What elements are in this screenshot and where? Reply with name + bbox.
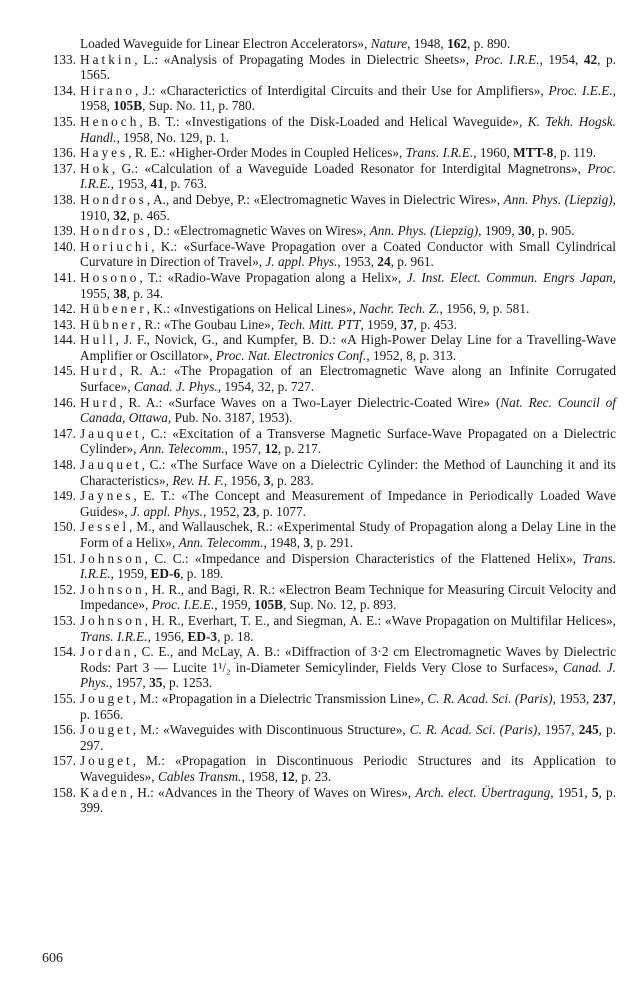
volume-number: 237 (592, 690, 613, 706)
reference-number: 135. (52, 113, 76, 129)
journal-title: Canad. J. Phys. (80, 659, 616, 691)
volume-number: ED-6 (150, 566, 181, 582)
journal-title: Trans. I.R.E. (405, 145, 474, 161)
reference-text: , 1909, (478, 223, 519, 239)
reference-number: 145. (52, 363, 76, 379)
reference-number: 148. (52, 457, 76, 473)
volume-number: 3 (263, 472, 271, 488)
reference-entry (42, 613, 616, 644)
reference-number: 153. (52, 612, 76, 628)
reference-number: 147. (52, 425, 76, 441)
journal-title: Proc. I.E.E. (151, 597, 215, 613)
reference-text: , 1953, (552, 690, 593, 706)
reference-text: , J.: «Characterictics of Interdigital Circuits and their Use for Amplifiers», (134, 82, 549, 98)
reference-number: 144. (52, 332, 76, 348)
reference-text: , 1956, 9, p. 581. (439, 301, 530, 317)
reference-text: , p. 297. (80, 722, 617, 753)
journal-title: C. R. Acad. Sci. (Paris) (427, 690, 553, 706)
reference-entry (42, 239, 616, 270)
reference-body (80, 426, 616, 457)
volume-number: 12 (264, 441, 278, 457)
reference-text: , D.: «Electromagnetic Waves on Wires», (146, 223, 370, 239)
reference-text: , 1951, (550, 784, 592, 800)
reference-text: , R. A.: «The Propagation of an Electromagnetic Wave along an Infinite Corrugated Surface», (80, 363, 616, 395)
volume-number: 32 (113, 207, 127, 223)
volume-number: 38 (113, 285, 127, 301)
author-name: Johnson (80, 581, 145, 597)
reference-entry (42, 223, 616, 239)
reference-body (80, 363, 616, 394)
journal-title: K. Tekh. Hogsk. Handl. (80, 113, 617, 145)
reference-text: , 1959, (360, 316, 401, 332)
reference-number: 141. (52, 269, 76, 285)
reference-text: , 1957, (109, 675, 150, 691)
journal-title: Canad. J. Phys. (133, 379, 218, 395)
reference-body (80, 145, 616, 161)
reference-text: , A., and Debye, P.: «Electromagnetic Waves in Dielectric Wires», (146, 191, 504, 207)
reference-number: 137. (52, 160, 76, 176)
reference-text: , p. 34. (126, 285, 164, 301)
volume-number: 41 (150, 176, 164, 192)
reference-body (80, 488, 616, 519)
reference-entry (42, 52, 616, 83)
volume-number: 30 (518, 223, 532, 239)
reference-text: , 1959, (110, 566, 151, 582)
journal-title: Proc. I.E.E. (548, 82, 613, 98)
reference-text: , 1959, (214, 597, 255, 613)
reference-number: 149. (52, 488, 76, 504)
reference-text: , K.: «Investigations on Helical Lines», (146, 301, 360, 317)
reference-body (80, 753, 616, 784)
journal-title: Nat. Rec. Council of Canada, Ottawa (80, 394, 616, 426)
reference-text: , C. C.: «Impedance and Dispersion Characteristics of the Flattened Helix», (144, 550, 583, 566)
reference-text: , M.: «Propagation in a Dielectric Transmission Line», (132, 690, 428, 706)
reference-number: 143. (52, 316, 76, 332)
reference-text: , p. 189. (180, 566, 224, 582)
journal-title: Cables Transm. (157, 768, 242, 784)
reference-entry (42, 301, 616, 317)
reference-entry (42, 691, 616, 722)
reference-entry (42, 644, 616, 691)
reference-text: , p. 1077. (256, 503, 307, 519)
reference-text: , 1953, (110, 176, 151, 192)
volume-number: MTT-8 (513, 145, 554, 161)
page-number: 606 (42, 951, 63, 966)
journal-title: Ann. Telecomm. (178, 535, 264, 550)
author-name: Hurd (80, 394, 120, 410)
reference-body (80, 239, 616, 270)
reference-continuation (42, 36, 616, 52)
author-name: Hosono (80, 269, 140, 285)
author-name: Jaynes (80, 488, 134, 504)
reference-text: , p. 119. (553, 145, 597, 161)
reference-number: 139. (52, 223, 76, 239)
reference-number: 142. (52, 301, 76, 317)
reference-text: , 1954, (539, 51, 584, 67)
journal-title: Ann. Phys. (Liepzig) (369, 223, 479, 239)
reference-text: , 1948, (407, 36, 448, 51)
reference-body (80, 114, 616, 145)
reference-number: 133. (52, 51, 76, 67)
volume-number: 162 (447, 36, 468, 51)
author-name: Jouget (80, 753, 133, 769)
reference-text: , 1955, (80, 269, 616, 301)
volume-number: 105B (113, 98, 143, 114)
reference-text: , p. 18. (217, 628, 254, 644)
author-name: Jordan (80, 644, 134, 660)
reference-number: 151. (52, 550, 76, 566)
reference-entry (42, 457, 616, 488)
reference-text: , 1953, (337, 254, 378, 270)
volume-number: 23 (242, 503, 257, 519)
journal-title: C. R. Acad. Sci. (Paris) (409, 722, 538, 738)
journal-title: J. Inst. Elect. Commun. Engrs Japan (406, 269, 613, 285)
author-name: Jessel (80, 519, 130, 535)
journal-title: Proc. I.R.E. (474, 51, 540, 67)
reference-text: , C.: «Excitation of a Transverse Magnetic Surface-Wave Propagated on a Dielectric Cylinder», (80, 425, 616, 457)
author-name: Johnson (80, 612, 145, 628)
reference-list (42, 52, 616, 816)
reference-body (80, 519, 616, 550)
reference-entry (42, 192, 616, 223)
reference-text: , p. 217. (277, 441, 322, 457)
reference-text: , T.: «Radio-Wave Propagation along a Helix», (139, 269, 407, 285)
reference-body (80, 582, 616, 613)
reference-entry (42, 582, 616, 613)
volume-number: 42 (583, 51, 598, 67)
author-name: Hondros (80, 191, 147, 207)
reference-entry (42, 395, 616, 426)
journal-title: Proc. I.R.E. (80, 160, 616, 192)
reference-body (80, 317, 616, 333)
reference-body (80, 332, 616, 363)
volume-number: 5 (591, 784, 599, 800)
author-name: Hübener (80, 301, 147, 317)
journal-title: Proc. Nat. Electronics Conf. (215, 347, 367, 363)
author-name: Henoch (80, 113, 140, 129)
reference-entry (42, 551, 616, 582)
journal-title: J. appl. Phys. (265, 254, 338, 270)
reference-text: , p. 905. (531, 223, 575, 239)
reference-text: , H.: «Advances in the Theory of Waves on Wires», (129, 784, 416, 800)
reference-text: , C. E., and McLay, A. B.: «Diffraction of 3·2 cm Electromagnetic Waves by Dielectric Rods: Part 3 — Lucite 1¹/₂ in-Diameter Semicylinder, Fields Very Close to Surfaces», (80, 644, 616, 675)
journal-title: Trans. I.R.E. (80, 550, 616, 582)
reference-body (80, 83, 616, 114)
volume-number: 3 (303, 535, 310, 550)
author-name: Hayes (80, 145, 129, 161)
journal-title: Ann. Telecomm. (139, 441, 225, 457)
volume-number: 35 (149, 675, 163, 691)
journal-title: Trans. I.R.E. (80, 628, 148, 644)
reference-body (80, 722, 616, 753)
reference-text: , L.: «Analysis of Propagating Modes in Dielectric Sheets», (134, 51, 475, 67)
reference-text: , B. T.: «Investigations of the Disk-Loaded and Helical Waveguide», (139, 113, 528, 129)
author-name: Hübner (80, 316, 138, 332)
reference-number: 158. (52, 784, 76, 800)
reference-number: 157. (52, 753, 76, 769)
journal-title: Nachr. Tech. Z. (359, 301, 440, 317)
reference-entry (42, 722, 616, 753)
reference-text: , 1958, (241, 768, 282, 784)
reference-text: , 1960, (473, 145, 514, 161)
reference-number: 134. (52, 82, 76, 98)
author-name: Jauquet (80, 457, 142, 473)
reference-text: , 1956, (223, 472, 264, 488)
reference-text: , 1910, (80, 191, 616, 223)
author-name: Jouget (80, 690, 133, 706)
volume-number: ED-3 (187, 628, 218, 644)
reference-text: , R.: «The Goubau Line», (137, 316, 278, 332)
reference-entry (42, 161, 616, 192)
reference-text: , p. 1565. (80, 51, 617, 83)
journal-title: J. appl. Phys. (130, 503, 203, 519)
reference-text: , p. 453. (413, 316, 457, 332)
reference-text: , Sup. No. 11, p. 780. (142, 98, 255, 114)
reference-entry (42, 363, 616, 394)
reference-body (80, 613, 616, 644)
reference-text: , p. 961. (390, 254, 434, 270)
reference-text: , Pub. No. 3187, 1953). (167, 410, 293, 426)
reference-text: , 1952, (202, 503, 243, 519)
reference-text: , p. 23. (294, 768, 332, 784)
reference-text: , K.: «Surface-Wave Propagation over a Coated Conductor with Small Cylindrical Curvature in Direction of Travel», (80, 238, 616, 270)
reference-entry (42, 317, 616, 333)
journal-title: Tech. Mitt. PTT (277, 316, 361, 332)
reference-number: 152. (52, 581, 76, 597)
author-name: Hurd (80, 363, 120, 379)
reference-text: , M., and Wallauschek, R.: «Experimental Study of Propagation along a Delay Line in the Form of a Helix», (80, 519, 616, 550)
reference-entry (42, 785, 616, 816)
reference-body (80, 785, 616, 816)
reference-entry (42, 426, 616, 457)
reference-entry (42, 83, 616, 114)
volume-number: 245 (578, 722, 599, 738)
author-name: Hondros (80, 223, 147, 239)
author-name: Kaden (80, 784, 130, 800)
volume-number: 24 (377, 254, 391, 270)
author-name: Jouget (80, 722, 133, 738)
journal-title: Nature (370, 36, 408, 51)
reference-body (80, 270, 616, 301)
author-name: Hull (80, 332, 116, 348)
reference-text: , p. 399. (80, 784, 617, 816)
reference-text: , H. R., and Bagi, R. R.: «Electron Beam Technique for Measuring Circuit Velocity and Impedance», (80, 581, 616, 613)
reference-number: 150. (52, 519, 76, 535)
author-name: Johnson (80, 550, 145, 566)
journal-title: Arch. elect. Übertragung (415, 784, 551, 800)
reference-text: , H. R., Everhart, T. E., and Siegman, A. E.: «Wave Propagation on Multifilar Helices», (144, 612, 616, 628)
reference-text: , G.: «Calculation of a Waveguide Loaded Resonator for Interdigital Magnetrons», (111, 160, 588, 176)
reference-text: , p. 465. (126, 207, 170, 223)
reference-text: , E. T.: «The Concept and Measurement of Impedance in Periodically Loaded Wave Guides», (80, 488, 616, 519)
reference-text: , 1948, (263, 535, 304, 550)
reference-body (80, 551, 616, 582)
reference-text: , 1958, No. 129, p. 1. (116, 129, 230, 145)
reference-text: Loaded Waveguide for Linear Electron Accelerators», (80, 36, 371, 51)
reference-number: 138. (52, 191, 76, 207)
volume-number: 12 (281, 768, 295, 784)
reference-number: 136. (52, 145, 76, 161)
reference-entry (42, 270, 616, 301)
reference-text: , 1958, (80, 82, 616, 114)
journal-title: Ann. Phys. (Liepzig) (503, 191, 613, 207)
author-name: Horiuchi (80, 238, 152, 254)
volume-number: 105B (254, 597, 283, 613)
reference-body (80, 395, 616, 426)
reference-text: , p. 1253. (162, 675, 213, 691)
reference-text: , p. 763. (163, 176, 208, 192)
reference-number: 156. (52, 722, 76, 738)
reference-text: , 1957, (224, 441, 265, 457)
reference-text: , 1957, (537, 722, 579, 738)
reference-text: , 1956, (147, 628, 188, 644)
reference-number: 146. (52, 394, 76, 410)
reference-text: , Sup. No. 12, p. 893. (283, 597, 397, 613)
reference-body (80, 192, 616, 223)
reference-entry (42, 519, 616, 550)
author-name: Hok (80, 160, 112, 176)
reference-body (80, 161, 616, 192)
reference-number: 155. (52, 690, 76, 706)
reference-entry (42, 488, 616, 519)
reference-entry (42, 332, 616, 363)
reference-number: 154. (52, 644, 76, 660)
reference-text: , R. E.: «Higher-Order Modes in Coupled Helices», (128, 145, 406, 161)
reference-body (80, 644, 616, 691)
author-name: Hirano (80, 82, 135, 98)
reference-body (80, 457, 616, 488)
reference-text: , C.: «The Surface Wave on a Dielectric Cylinder: the Method of Launching it and its Characteristics», (80, 457, 616, 488)
journal-title: Rev. H. F. (172, 472, 224, 488)
reference-text: , p. 1656. (80, 690, 616, 722)
reference-text: , R. A.: «Surface Waves on a Two-Layer Dielectric-Coated Wire» ( (119, 394, 501, 410)
reference-text: , 1954, 32, p. 727. (217, 379, 315, 395)
reference-body (80, 52, 616, 83)
reference-body (80, 691, 616, 722)
reference-entry (42, 753, 616, 784)
author-name: Hatkin (80, 51, 135, 67)
author-name: Jauquet (80, 425, 142, 441)
volume-number: 37 (400, 316, 414, 332)
reference-entry (42, 114, 616, 145)
reference-text: , M.: «Waveguides with Discontinuous Structure», (132, 722, 410, 738)
reference-entry (42, 145, 616, 161)
reference-text: , p. 890. (467, 36, 511, 51)
reference-number: 140. (52, 238, 76, 254)
reference-text: , p. 283. (270, 472, 314, 488)
reference-body (80, 223, 616, 239)
reference-text: , 1952, 8, p. 313. (366, 347, 457, 363)
reference-body (80, 301, 616, 317)
reference-text: , p. 291. (309, 535, 354, 550)
reference-text: , M.: «Propagation in Discontinuous Periodic Structures and its Application to Waveguides», (80, 753, 616, 784)
reference-text: , J. F., Novick, G., and Kumpfer, B. D.: «A High-Power Delay Line for a Travelling-Wave Amplifier or Oscillator», (80, 332, 616, 363)
